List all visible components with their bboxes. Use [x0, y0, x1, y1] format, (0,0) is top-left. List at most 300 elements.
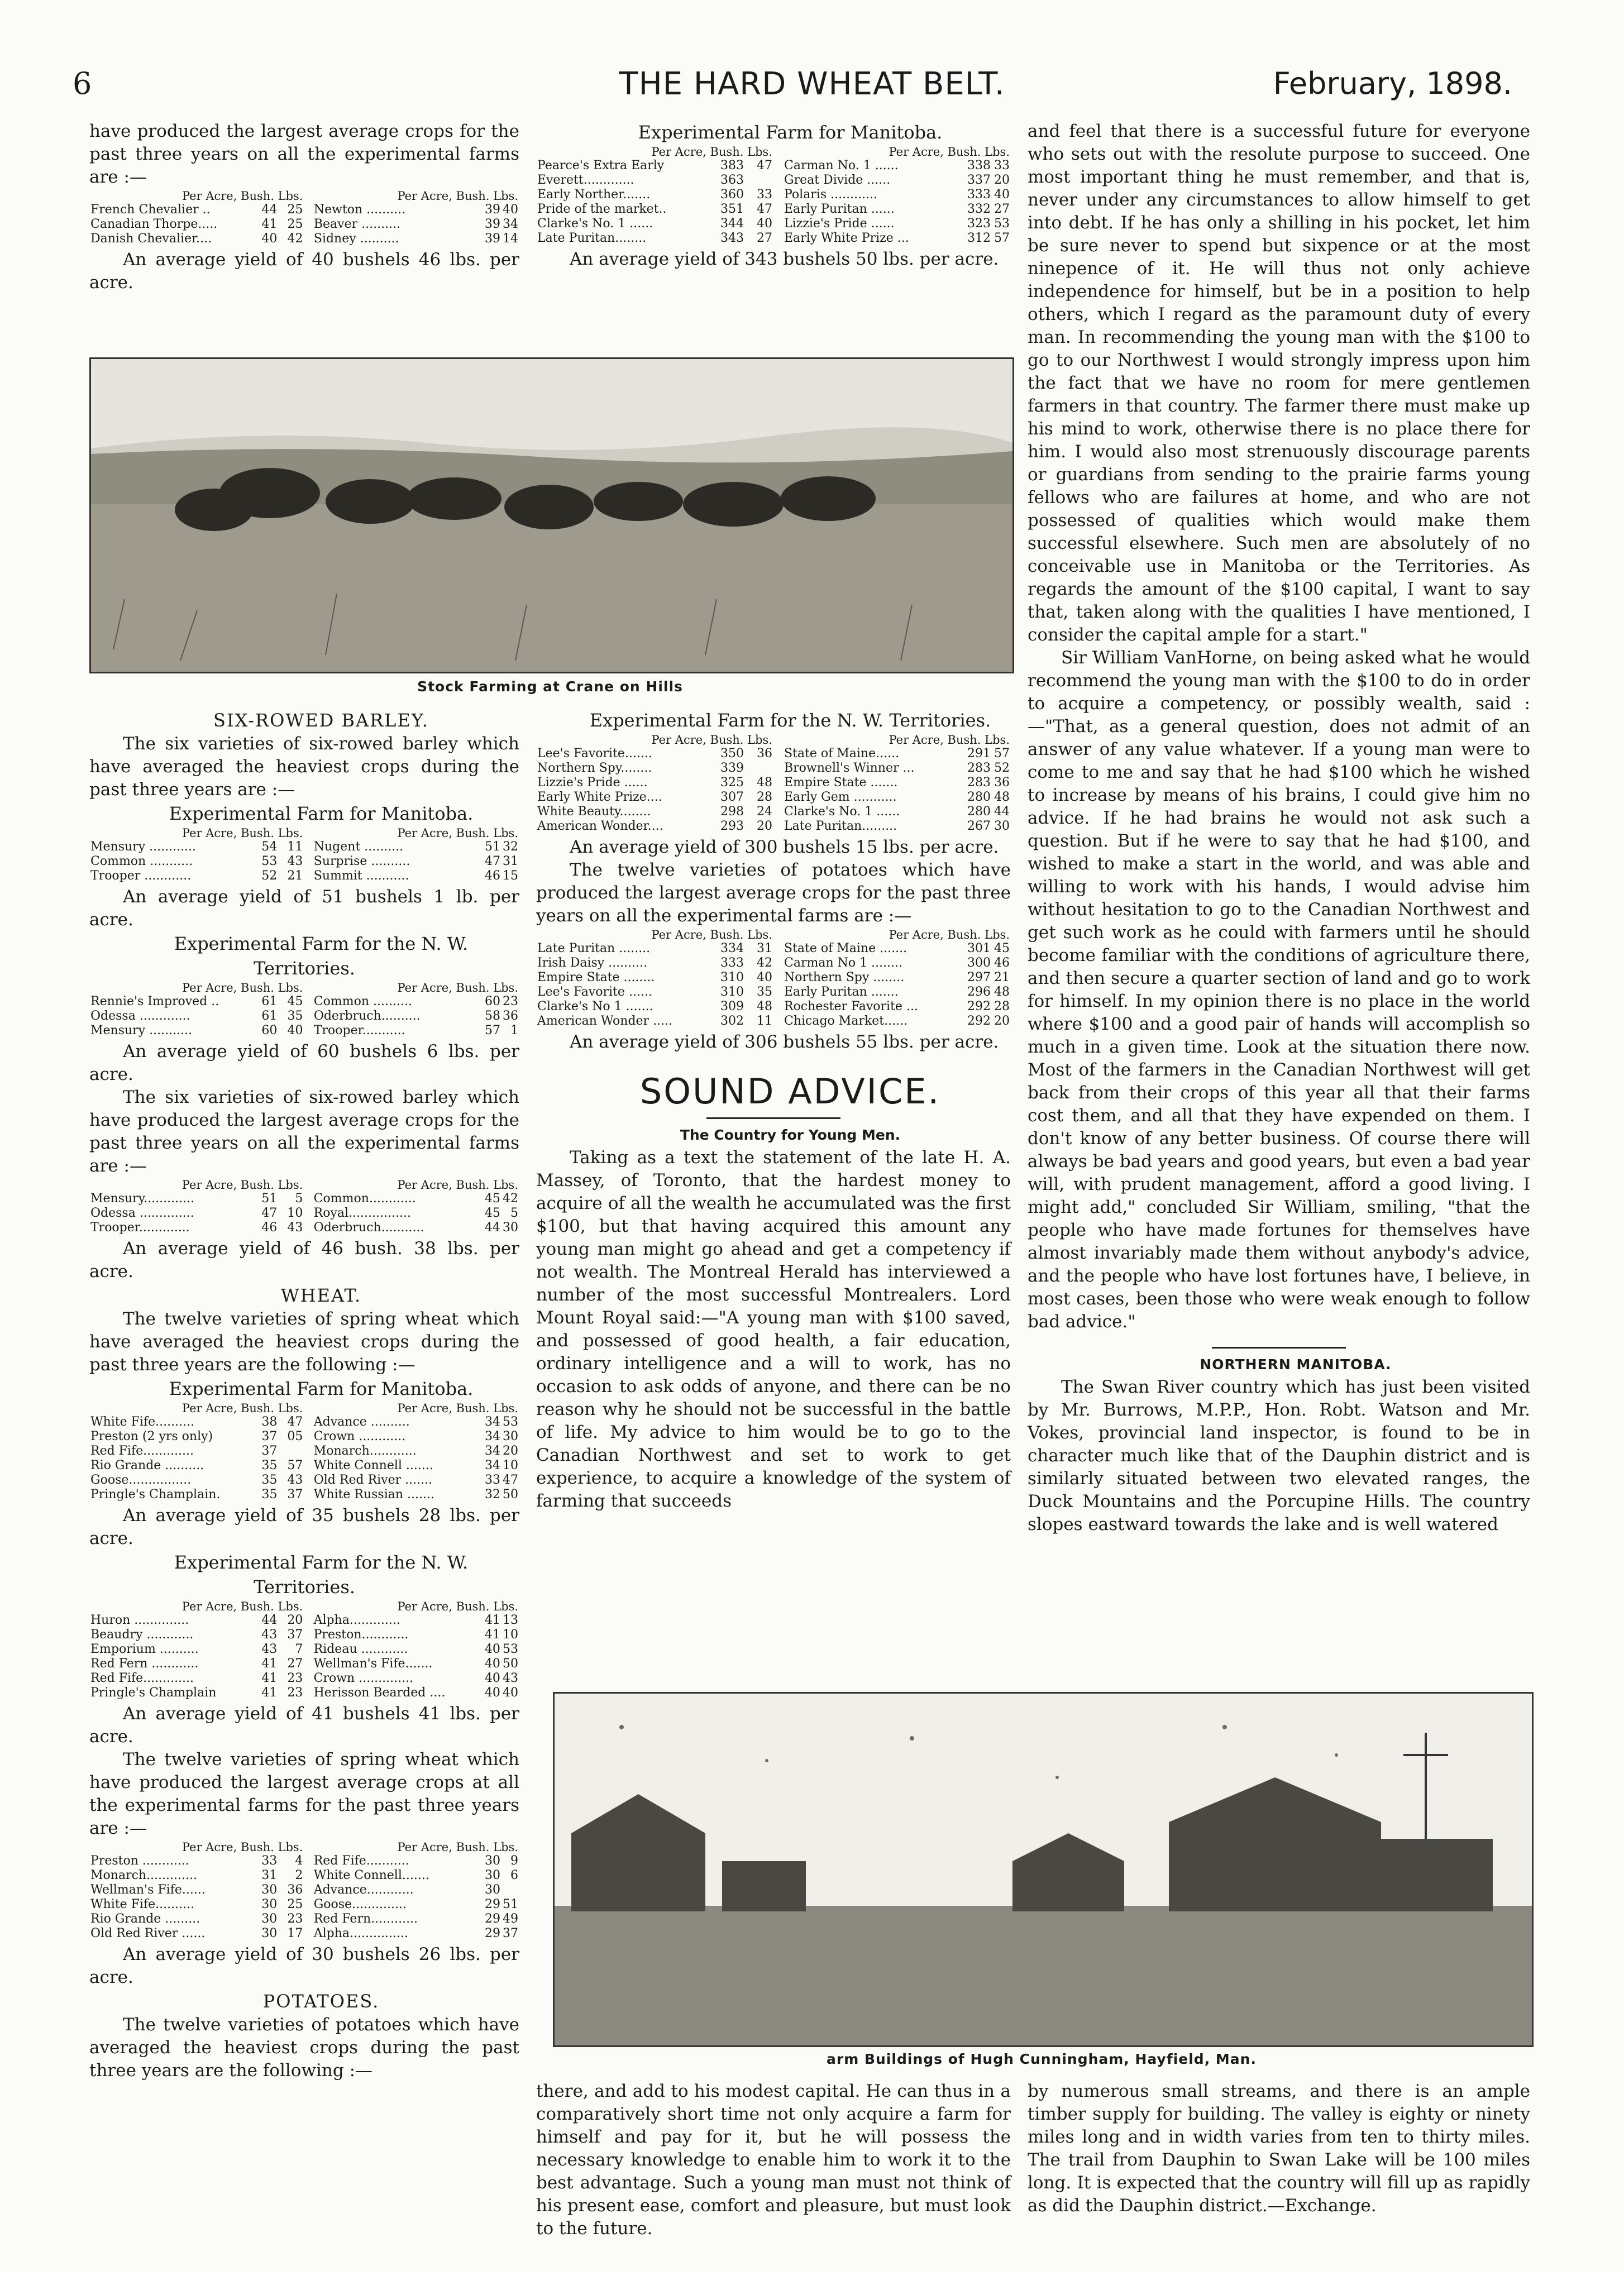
- section-heading: SIX-ROWED BARLEY.: [213, 710, 429, 731]
- table-row: [89, 1883, 519, 1897]
- yield-value: 49: [503, 1912, 518, 1926]
- page-number: 6: [73, 66, 92, 101]
- yield-value: 280: [967, 805, 991, 819]
- yield-value: 38: [261, 1415, 278, 1429]
- table-header-row: [536, 146, 1011, 159]
- table-header-row: [89, 1841, 519, 1854]
- yield-value: 52: [994, 761, 1010, 775]
- column-header: Per Acre, Bush. Lbs.: [181, 827, 303, 840]
- yield-value: 33: [994, 159, 1010, 173]
- yield-table: [89, 1402, 519, 1502]
- yield-value: 32: [503, 840, 518, 854]
- yield-value: 45: [994, 941, 1010, 955]
- variety-name: Rideau ............: [313, 1642, 408, 1656]
- yield-table: [89, 190, 519, 246]
- yield-value: 36: [757, 747, 772, 761]
- yield-value: 29: [484, 1897, 500, 1911]
- yield-value: 57: [287, 1459, 303, 1472]
- yield-value: 51: [484, 840, 500, 854]
- yield-value: 283: [967, 761, 991, 775]
- right-column-bottom: [1028, 2080, 1530, 2217]
- yield-value: 333: [967, 188, 991, 202]
- yield-value: 30: [261, 1883, 278, 1897]
- table-row: [89, 1473, 519, 1488]
- yield-value: 296: [967, 985, 991, 999]
- yield-value: 31: [503, 854, 518, 868]
- variety-name: Beaver ..........: [313, 217, 401, 231]
- variety-name: American Wonder .....: [537, 1014, 673, 1028]
- yield-value: 5: [295, 1192, 303, 1206]
- column-header: Per Acre, Bush. Lbs.: [889, 146, 1010, 159]
- photo-illustration: [555, 1694, 1532, 2045]
- yield-table: [89, 1179, 519, 1235]
- yield-value: 34: [484, 1429, 500, 1443]
- yield-value: 312: [967, 231, 991, 245]
- yield-value: [745, 761, 773, 776]
- yield-value: 20: [503, 1444, 518, 1458]
- yield-value: 41: [261, 1657, 278, 1671]
- yield-value: 301: [967, 941, 991, 955]
- yield-value: 4: [295, 1854, 303, 1868]
- average-yield: An average yield of 35 bushels 28 lbs. per acre.: [89, 1505, 519, 1548]
- variety-name: Red Fern ............: [90, 1657, 199, 1671]
- yield-value: 337: [967, 173, 991, 187]
- variety-name: Newton ..........: [313, 203, 406, 217]
- variety-name: Pearce's Extra Early: [537, 159, 665, 173]
- yield-value: 29: [484, 1926, 500, 1940]
- yield-value: 25: [287, 203, 303, 217]
- farm-heading: Experimental Farm for the N. W. Territories.: [589, 710, 991, 731]
- right-column: [1028, 120, 1530, 1536]
- variety-name: Everett.............: [537, 173, 634, 187]
- variety-name: Red Fife.............: [90, 1444, 194, 1458]
- yield-value: 30: [261, 1926, 278, 1940]
- yield-value: 344: [720, 217, 744, 231]
- yield-value: 47: [757, 202, 772, 216]
- yield-value: 37: [287, 1488, 303, 1502]
- yield-value: 10: [287, 1206, 303, 1220]
- variety-name: Mensury ............: [90, 840, 197, 854]
- average-yield: An average yield of 46 bush. 38 lbs. per acre.: [89, 1239, 519, 1282]
- variety-name: Trooper...........: [313, 1024, 405, 1038]
- column-header: Per Acre, Bush. Lbs.: [397, 1841, 518, 1854]
- divider: [706, 1117, 840, 1119]
- variety-name: Wellman's Fife.......: [313, 1657, 433, 1671]
- variety-name: Empire State .......: [784, 776, 898, 790]
- column-header: Per Acre, Bush. Lbs.: [181, 1179, 303, 1192]
- yield-value: 13: [503, 1613, 518, 1627]
- column-header: Per Acre, Bush. Lbs.: [889, 929, 1010, 941]
- yield-value: 40: [994, 188, 1010, 202]
- table-row: [89, 1009, 519, 1024]
- middle-column-main: [536, 708, 1011, 1513]
- yield-value: 33: [757, 188, 772, 202]
- variety-name: Nugent ..........: [313, 840, 404, 854]
- variety-name: Carman No. 1 ......: [784, 159, 899, 173]
- yield-value: 1: [510, 1024, 518, 1038]
- yield-value: 30: [503, 1221, 518, 1235]
- left-column-top: [89, 120, 519, 294]
- yield-value: 20: [287, 1613, 303, 1627]
- variety-name: Crown ..............: [313, 1671, 414, 1685]
- yield-value: 48: [757, 776, 772, 790]
- yield-value: 339: [720, 761, 744, 775]
- column-header: Per Acre, Bush. Lbs.: [181, 982, 303, 995]
- variety-name: Royal................: [313, 1206, 411, 1220]
- variety-name: Lizzie's Pride ......: [537, 776, 648, 790]
- yield-value: 42: [287, 232, 303, 246]
- yield-value: 47: [503, 1473, 518, 1487]
- variety-name: Old Red River ......: [90, 1926, 206, 1940]
- yield-value: 36: [287, 1883, 303, 1897]
- yield-value: 5: [510, 1206, 518, 1220]
- yield-value: 46: [261, 1221, 278, 1235]
- average-yield: An average yield of 300 bushels 15 lbs. per acre.: [570, 837, 999, 857]
- yield-value: 53: [994, 217, 1010, 231]
- table-row: [89, 840, 519, 854]
- variety-name: Clarke's No 1 .......: [537, 1000, 653, 1013]
- article-subtitle: The Country for Young Men.: [680, 1127, 901, 1143]
- table-row: [536, 985, 1011, 1000]
- paragraph: and feel that there is a successful future for everyone who sets out with the resolute purpose to succeed. One most important thing he must remember, and that is, never under any circumstances to allow himself to get into debt. If he has only a shilling in his pocket, let him be sure never to spend but sixpence or at the most ninepence of it. He will thus not only achieve independence for himself, but be in a position to help others, which I regard as the paramount duty of every man. In recommending the young man with the $100 to go to our Northwest I would strongly impress upon him the fact that we have no room for mere gentlemen farmers in that country. The farmer there must make up his mind to work, otherwise there is no place there for him. I would also most strenuously discourage parents or guardians from sending to the prairie farms young fellows who are failures at home, and who are not possessed of qualities which would make them successful elsewhere. Such men are absolutely of no conceivable use in Manitoba or the Territories. As regards the amount of the $100 capital, I want to say that, taken along with the qualities I have mentioned, I consider the capital ample for a start.": [1028, 121, 1530, 645]
- yield-table: [89, 1841, 519, 1941]
- yield-table: [536, 734, 1011, 834]
- yield-value: 44: [261, 1613, 278, 1627]
- yield-value: 43: [287, 1473, 303, 1487]
- yield-value: 35: [287, 1009, 303, 1023]
- yield-value: 43: [287, 1221, 303, 1235]
- table-row: [536, 970, 1011, 985]
- yield-value: 46: [484, 869, 500, 883]
- yield-value: 363: [720, 173, 744, 187]
- variety-name: American Wonder....: [537, 819, 663, 833]
- farm-heading: Experimental Farm for the N. W. Territories.: [174, 933, 469, 979]
- yield-value: 310: [720, 970, 744, 984]
- yield-value: 267: [967, 819, 991, 833]
- table-row: [89, 1221, 519, 1235]
- paragraph: The twelve varieties of spring wheat which have averaged the heaviest crops during the past three years are the following :—: [89, 1309, 519, 1375]
- variety-name: Red Fife...........: [313, 1854, 409, 1868]
- yield-value: 47: [287, 1415, 303, 1429]
- yield-value: 310: [720, 985, 744, 999]
- yield-value: 343: [720, 231, 744, 245]
- yield-value: 61: [261, 1009, 278, 1023]
- table-row: [536, 1000, 1011, 1014]
- column-header: Per Acre, Bush. Lbs.: [181, 190, 303, 203]
- variety-name: Advance ..........: [313, 1415, 410, 1429]
- table-row: [89, 995, 519, 1009]
- variety-name: Preston............: [313, 1628, 409, 1642]
- table-row: [89, 1671, 519, 1686]
- table-row: [89, 1642, 519, 1657]
- yield-value: 42: [503, 1192, 518, 1206]
- yield-value: 54: [261, 840, 278, 854]
- yield-table: [89, 982, 519, 1038]
- variety-name: Goose..............: [313, 1897, 407, 1911]
- variety-name: Emporium ..........: [90, 1642, 199, 1656]
- yield-value: 383: [720, 159, 744, 173]
- yield-value: 333: [720, 956, 744, 970]
- variety-name: Beaudry ............: [90, 1628, 194, 1642]
- variety-name: Danish Chevalier....: [90, 232, 212, 246]
- yield-value: 6: [510, 1868, 518, 1882]
- yield-value: 35: [757, 985, 772, 999]
- yield-value: 33: [484, 1473, 500, 1487]
- table-header-row: [89, 1402, 519, 1415]
- paragraph: there, and add to his modest capital. He can thus in a comparatively short time not only acquire a farm for himself and pay for it, but he will possess the necessary knowledge to enable him to work it to the best advantage. Such a young man must not think of his present ease, comfort and pleasure, but must look to the future.: [536, 2081, 1011, 2239]
- yield-value: 30: [994, 819, 1010, 833]
- yield-value: 37: [261, 1429, 278, 1443]
- yield-value: 11: [287, 840, 303, 854]
- yield-value: 23: [287, 1686, 303, 1700]
- yield-value: 50: [503, 1657, 518, 1671]
- column-header: Per Acre, Bush. Lbs.: [397, 190, 518, 203]
- yield-value: 30: [484, 1868, 500, 1882]
- yield-value: 7: [295, 1642, 303, 1656]
- table-row: [536, 941, 1011, 956]
- variety-name: Trooper.............: [90, 1221, 190, 1235]
- variety-name: Late Puritan........: [537, 231, 647, 245]
- yield-value: 53: [503, 1415, 518, 1429]
- yield-value: 05: [287, 1429, 303, 1443]
- variety-name: Rochester Favorite ...: [784, 1000, 918, 1013]
- table-row: [536, 761, 1011, 776]
- variety-name: Common ..........: [313, 995, 412, 1008]
- yield-value: 338: [967, 159, 991, 173]
- column-header: Per Acre, Bush. Lbs.: [397, 827, 518, 840]
- yield-value: 41: [261, 217, 278, 231]
- variety-name: Red Fife.............: [90, 1671, 194, 1685]
- yield-value: 40: [261, 232, 278, 246]
- variety-name: Brownell's Winner ...: [784, 761, 915, 775]
- variety-name: Early Puritan ......: [784, 202, 895, 216]
- variety-name: Early Gem ...........: [784, 790, 897, 804]
- yield-value: 58: [484, 1009, 500, 1023]
- table-row: [89, 1444, 519, 1459]
- yield-value: 32: [484, 1488, 500, 1502]
- yield-value: 47: [484, 854, 500, 868]
- yield-value: 48: [994, 790, 1010, 804]
- yield-value: 14: [503, 232, 518, 246]
- variety-name: Alpha...............: [313, 1926, 408, 1940]
- yield-value: 283: [967, 776, 991, 790]
- variety-name: Oderbruch..........: [313, 1009, 421, 1023]
- yield-value: 40: [484, 1686, 500, 1700]
- table-row: [89, 1488, 519, 1502]
- yield-value: 23: [503, 995, 518, 1008]
- yield-table: [89, 1600, 519, 1700]
- variety-name: Lee's Favorite.......: [537, 747, 652, 761]
- variety-name: Mensury ...........: [90, 1024, 193, 1038]
- farm-heading: Experimental Farm for Manitoba.: [169, 1378, 474, 1399]
- yield-value: 10: [503, 1459, 518, 1472]
- yield-value: 10: [503, 1628, 518, 1642]
- variety-name: Clarke's No. 1 ......: [537, 217, 653, 231]
- table-row: [536, 790, 1011, 805]
- issue-date: February, 1898.: [1273, 66, 1512, 101]
- yield-table: [536, 146, 1011, 246]
- table-row: [536, 1014, 1011, 1029]
- stock-farming-photo: [89, 357, 1014, 673]
- column-header: Per Acre, Bush. Lbs.: [397, 1402, 518, 1415]
- table-header-row: [89, 982, 519, 995]
- yield-value: 21: [994, 970, 1010, 984]
- yield-value: 43: [261, 1642, 278, 1656]
- yield-value: 2: [295, 1868, 303, 1882]
- column-header: Per Acre, Bush. Lbs.: [181, 1402, 303, 1415]
- variety-name: Old Red River .......: [313, 1473, 433, 1487]
- section-heading: NORTHERN MANITOBA.: [1200, 1356, 1392, 1373]
- variety-name: White Fife..........: [90, 1897, 195, 1911]
- yield-value: 27: [287, 1657, 303, 1671]
- table-row: [536, 231, 1011, 246]
- middle-column-top: [536, 120, 1011, 271]
- yield-value: 297: [967, 970, 991, 984]
- average-yield: An average yield of 306 bushels 55 lbs. per acre.: [570, 1032, 999, 1052]
- variety-name: Early Norther.......: [537, 188, 651, 202]
- yield-value: 60: [484, 995, 500, 1008]
- yield-value: 23: [287, 1671, 303, 1685]
- variety-name: Crown ............: [313, 1429, 406, 1443]
- variety-name: Pringle's Champlain: [90, 1686, 217, 1700]
- yield-value: 309: [720, 1000, 744, 1013]
- yield-value: 39: [484, 203, 500, 217]
- yield-value: 45: [484, 1206, 500, 1220]
- variety-name: State of Maine......: [784, 747, 900, 761]
- yield-value: 30: [503, 1429, 518, 1443]
- yield-value: 34: [484, 1459, 500, 1472]
- variety-name: State of Maine .......: [784, 941, 907, 955]
- column-header: Per Acre, Bush. Lbs.: [889, 734, 1010, 747]
- yield-value: 9: [510, 1854, 518, 1868]
- table-row: [536, 819, 1011, 834]
- variety-name: Great Divide ......: [784, 173, 891, 187]
- yield-value: 53: [503, 1642, 518, 1656]
- yield-value: 34: [484, 1415, 500, 1429]
- yield-value: 40: [503, 1686, 518, 1700]
- variety-name: Alpha.............: [313, 1613, 400, 1627]
- farm-buildings-photo: [553, 1692, 1534, 2047]
- yield-value: 40: [484, 1642, 500, 1656]
- section-heading: POTATOES.: [262, 1991, 380, 2012]
- table-row: [536, 202, 1011, 217]
- table-row: [536, 805, 1011, 819]
- yield-value: 37: [503, 1926, 518, 1940]
- table-header-row: [89, 827, 519, 840]
- variety-name: Trooper ............: [90, 869, 192, 883]
- yield-value: 27: [994, 202, 1010, 216]
- yield-value: 30: [484, 1883, 500, 1897]
- yield-value: 48: [757, 1000, 772, 1013]
- variety-name: Early Puritan .......: [784, 985, 899, 999]
- section-heading: WHEAT.: [280, 1285, 362, 1306]
- yield-value: 51: [503, 1897, 518, 1911]
- table-header-row: [536, 734, 1011, 747]
- table-row: [89, 1024, 519, 1038]
- yield-value: 57: [994, 747, 1010, 761]
- table-row: [89, 232, 519, 246]
- variety-name: Surprise ..........: [313, 854, 410, 868]
- yield-value: 39: [484, 217, 500, 231]
- yield-value: 40: [484, 1657, 500, 1671]
- yield-value: 35: [261, 1459, 278, 1472]
- yield-value: [745, 173, 773, 188]
- variety-name: Wellman's Fife......: [90, 1883, 206, 1897]
- yield-value: 43: [261, 1628, 278, 1642]
- paragraph: The twelve varieties of potatoes which have produced the largest average crops for the past three years on all the experimental farms are :—: [536, 860, 1011, 926]
- paragraph: The twelve varieties of potatoes which have averaged the heaviest crops during the past three years are the following :—: [89, 2015, 519, 2081]
- yield-value: 28: [994, 1000, 1010, 1013]
- yield-value: 28: [757, 790, 772, 804]
- variety-name: Goose................: [90, 1473, 192, 1487]
- page-header: [0, 66, 1624, 105]
- table-header-row: [536, 929, 1011, 941]
- variety-name: Empire State ........: [537, 970, 655, 984]
- paragraph: Taking as a text the statement of the late H. A. Massey, of Toronto, that the hardest money to acquire of all the wealth he accumulated was the first $100, but that having acquired this amount any young man might go ahead and get a competency if not wealth. The Montreal Herald has interviewed a number of the most successful Montrealers. Lord Mount Royal said:—"A young man with $100 saved, and possessed of good health, a fair education, ordinary intelligence and a will to work, has no occasion to ask odds of anyone, and there can be no reason why he should not be successful in the battle of life. My advice to him would be to go to the Canadian Northwest and set to work to get experience, to acquire a knowledge of the system of farming that succeeds: [536, 1148, 1011, 1511]
- article-title: SOUND ADVICE.: [639, 1071, 941, 1112]
- variety-name: Sidney ..........: [313, 232, 399, 246]
- table-row: [89, 1868, 519, 1883]
- table-header-row: [89, 1600, 519, 1613]
- yield-value: 300: [967, 956, 991, 970]
- table-row: [536, 173, 1011, 188]
- yield-value: 43: [287, 854, 303, 868]
- variety-name: Chicago Market......: [784, 1014, 908, 1028]
- paragraph: The Swan River country which has just been visited by Mr. Burrows, M.P.P., Hon. Robt. Watson and Mr. Vokes, provincial land inspector, is found to be in character much like that of the Dauphin district and is similarly situated between two elevated ranges, the Duck Mountains and the Porcupine Hills. The country slopes eastward towards the lake and is well watered: [1028, 1377, 1530, 1534]
- column-header: Per Acre, Bush. Lbs.: [651, 734, 772, 747]
- yield-value: 60: [261, 1024, 278, 1038]
- column-header: Per Acre, Bush. Lbs.: [651, 146, 772, 159]
- yield-value: 30: [484, 1854, 500, 1868]
- yield-value: 15: [503, 869, 518, 883]
- yield-value: 325: [720, 776, 744, 790]
- column-header: Per Acre, Bush. Lbs.: [397, 1179, 518, 1192]
- intro-paragraph: have produced the largest average crops for the past three years on all the experimental farms are :—: [89, 121, 519, 187]
- table-row: [89, 1912, 519, 1926]
- variety-name: White Russian .......: [313, 1488, 434, 1502]
- yield-value: 27: [757, 231, 772, 245]
- variety-name: Monarch.............: [90, 1868, 197, 1882]
- variety-name: Rio Grande .........: [90, 1912, 200, 1926]
- yield-value: 57: [994, 231, 1010, 245]
- yield-value: 46: [994, 956, 1010, 970]
- yield-value: 350: [720, 747, 744, 761]
- yield-value: 292: [967, 1000, 991, 1013]
- yield-value: 34: [484, 1444, 500, 1458]
- column-header: Per Acre, Bush. Lbs.: [397, 1600, 518, 1613]
- column-header: Per Acre, Bush. Lbs.: [181, 1600, 303, 1613]
- variety-name: White Beauty........: [537, 805, 651, 819]
- yield-table: [536, 929, 1011, 1029]
- table-row: [89, 1415, 519, 1429]
- yield-value: 11: [757, 1014, 772, 1028]
- variety-name: Advance............: [313, 1883, 414, 1897]
- yield-value: 332: [967, 202, 991, 216]
- yield-value: 40: [757, 217, 772, 231]
- table-row: [89, 217, 519, 232]
- variety-name: Rennie's Improved ..: [90, 995, 219, 1008]
- variety-name: Early White Prize ...: [784, 231, 909, 245]
- yield-value: 47: [757, 159, 772, 173]
- yield-value: 291: [967, 747, 991, 761]
- yield-value: 41: [261, 1671, 278, 1685]
- paragraph: Sir William VanHorne, on being asked what he would recommend the young man with the $100 to do in order to acquire a competency, or possibly wealth, said :—"That, as a general question, does not admit of an answer of any value whatever. If a young man were to come to me and say that he had $100 which he wished to increase by means of his brains, I could give him no advice. If he had brains he would not ask such a question. But if he were to say that he had $100, and wished to make a start in the world, and was able and willing to work with his hands, I would advise him without hesitation to go to the Canadian Northwest and get such work as he could with farmers until he should become familiar with the conditions of agriculture there, and then secure a quarter section of land and go to work for himself. In my opinion there is no place in the world where $100 and a good pair of hands will accomplish so much in a given time. Look at the situation there now. Most of the farmers in the Canadian Northwest will get back from their crops of this year all that their farms cost them, and all that they have expended on them. I don't know of any better business. Of course there will always be bad years and good years, but even a bad year will, with prudent management, afford a good living. I might add," concluded Sir William, smiling, "that the people who have made fortunes for themselves have almost invariably made them without anybody's advice, and the people who have lost fortunes have, I believe, in most cases, been those who were weak enough to follow bad advice.": [1028, 648, 1530, 1332]
- variety-name: Pringle's Champlain.: [90, 1488, 221, 1502]
- table-row: [89, 869, 519, 883]
- variety-name: Late Puritan.........: [784, 819, 897, 833]
- yield-value: 351: [720, 202, 744, 216]
- table-row: [89, 1628, 519, 1642]
